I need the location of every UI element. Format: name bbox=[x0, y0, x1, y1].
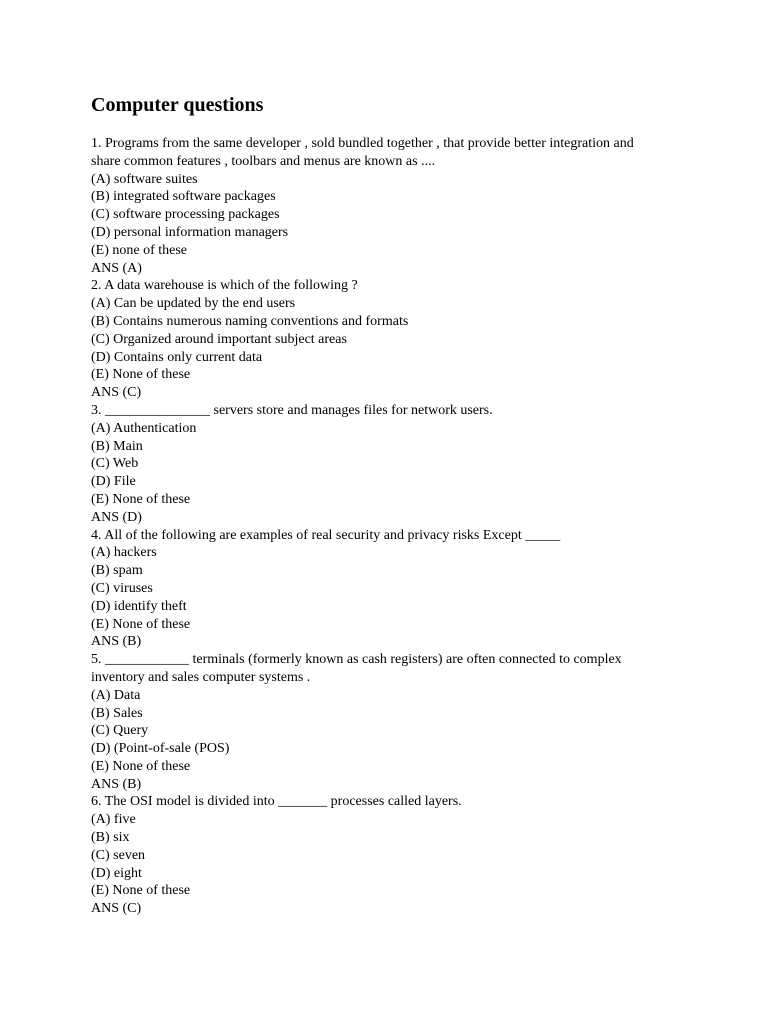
question-block bbox=[91, 527, 691, 652]
answer-option: (B) six bbox=[91, 830, 130, 846]
answer-option: (A) Authentication bbox=[91, 420, 197, 436]
answer-key: ANS (B) bbox=[91, 776, 142, 792]
question-block bbox=[91, 135, 691, 277]
answer-option: (E) None of these bbox=[91, 491, 191, 507]
answer-key: ANS (C) bbox=[91, 385, 142, 401]
answer-option: (B) integrated software packages bbox=[91, 189, 276, 205]
answer-option: (C) seven bbox=[91, 847, 146, 863]
answer-option: (D) (Point-of-sale (POS) bbox=[91, 741, 230, 757]
answer-option: (E) None of these bbox=[91, 883, 191, 899]
answer-option: (B) Main bbox=[91, 438, 143, 454]
answer-option: (D) personal information managers bbox=[91, 224, 289, 240]
answer-option: (B) Sales bbox=[91, 705, 143, 721]
answer-option: (C) Query bbox=[91, 723, 149, 739]
question-block bbox=[91, 793, 691, 918]
question-text: 6. The OSI model is divided into _______ processes called layers. bbox=[91, 794, 462, 810]
answer-option: (E) None of these bbox=[91, 367, 191, 383]
question-text: 4. All of the following are examples of real security and privacy risks Except _____ bbox=[91, 527, 561, 543]
answer-option: (A) Can be updated by the end users bbox=[91, 296, 296, 312]
answer-option: (C) Organized around important subject areas bbox=[91, 331, 347, 347]
question-list bbox=[91, 135, 691, 918]
answer-option: (E) None of these bbox=[91, 616, 191, 632]
question-text: share common features , toolbars and menus are known as .... bbox=[91, 153, 436, 169]
answer-option: (B) spam bbox=[91, 563, 143, 579]
answer-option: (E) none of these bbox=[91, 242, 188, 258]
answer-key: ANS (D) bbox=[91, 509, 142, 525]
answer-option: (A) hackers bbox=[91, 545, 157, 561]
answer-option: (C) Web bbox=[91, 456, 139, 472]
answer-option: (E) None of these bbox=[91, 758, 191, 774]
question-text: 5. ____________ terminals (formerly known as cash registers) are often connected to complex bbox=[91, 652, 622, 668]
question-block bbox=[91, 651, 691, 793]
question-block bbox=[91, 402, 691, 527]
question-text: inventory and sales computer systems . bbox=[91, 669, 311, 685]
answer-option: (C) software processing packages bbox=[91, 207, 280, 223]
answer-option: (D) identify theft bbox=[91, 598, 187, 614]
answer-option: (D) eight bbox=[91, 865, 142, 881]
answer-key: ANS (B) bbox=[91, 634, 142, 650]
answer-option: (C) viruses bbox=[91, 580, 153, 596]
answer-key: ANS (C) bbox=[91, 901, 142, 917]
answer-key: ANS (A) bbox=[91, 260, 142, 276]
question-text: 1. Programs from the same developer , sold bundled together , that provide better integration and bbox=[91, 136, 634, 151]
answer-option: (D) Contains only current data bbox=[91, 349, 263, 365]
question-text: 3. _______________ servers store and manages files for network users. bbox=[91, 402, 493, 418]
answer-option: (A) software suites bbox=[91, 171, 198, 187]
answer-option: (B) Contains numerous naming conventions and formats bbox=[91, 313, 409, 329]
question-text: 2. A data warehouse is which of the following ? bbox=[91, 278, 358, 294]
document-title: Computer questions bbox=[91, 94, 264, 116]
answer-option: (D) File bbox=[91, 474, 136, 490]
question-block bbox=[91, 277, 691, 402]
answer-option: (A) five bbox=[91, 812, 136, 828]
answer-option: (A) Data bbox=[91, 687, 141, 703]
